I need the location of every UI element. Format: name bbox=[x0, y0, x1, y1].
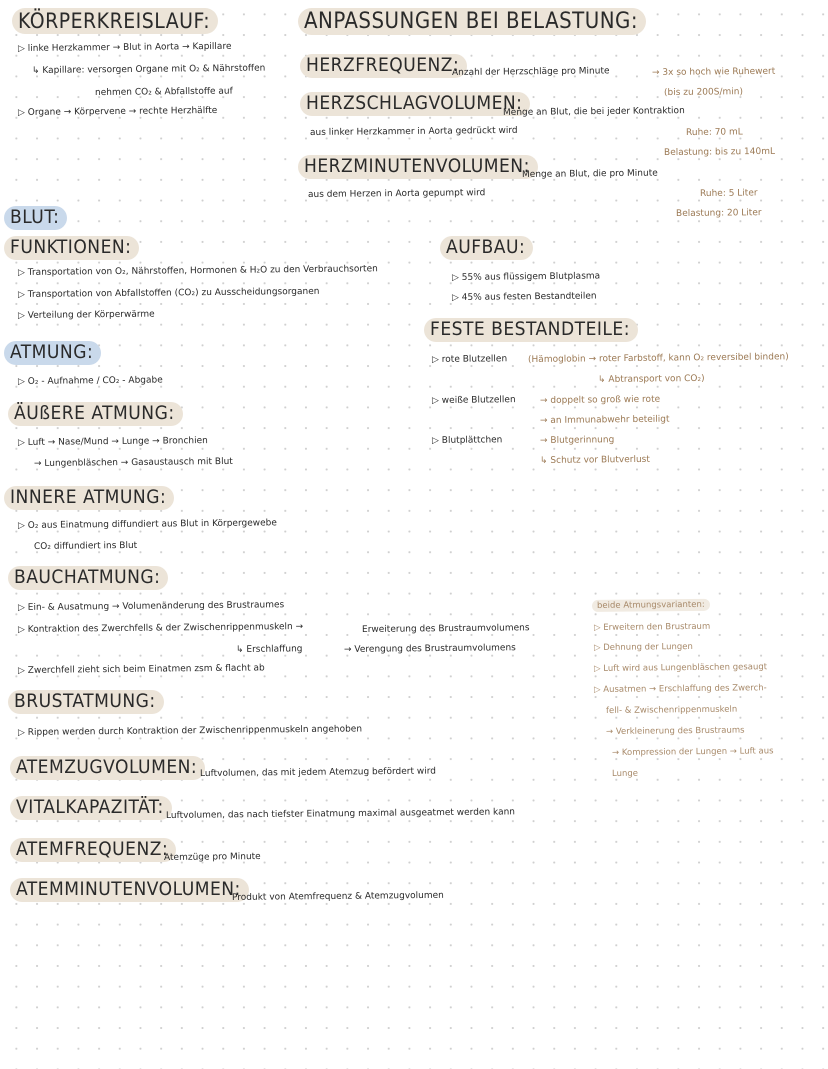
herzfrequenz-note-2: (bis zu 200S/min) bbox=[663, 87, 744, 98]
atemfrequenz-definition: Atemzüge pro Minute bbox=[163, 851, 261, 863]
beide-line-5: fell- & Zwischenrippenmuskeln bbox=[605, 704, 738, 716]
heading-innere-atmung: INNERE ATMUNG: bbox=[4, 486, 174, 510]
heading-atemminutenvolumen: ATEMMINUTENVOLUMEN: bbox=[10, 878, 249, 902]
herzschlagvolumen-note-1: Ruhe: 70 mL bbox=[685, 127, 743, 138]
herzfrequenz-note-1: → 3x so hoch wie Ruhewert bbox=[651, 66, 776, 78]
weisse-blutzellen-note-1: → doppelt so groß wie rote bbox=[539, 394, 661, 406]
heading-herzschlagvolumen: HERZSCHLAGVOLUMEN: bbox=[300, 92, 530, 116]
beide-line-7: → Kompression der Lungen → Luft aus bbox=[611, 746, 774, 758]
atmung-definition: ▷ O₂ - Aufnahme / CO₂ - Abgabe bbox=[17, 375, 163, 387]
beide-line-8: Lunge bbox=[611, 768, 639, 779]
rote-blutzellen: ▷ rote Blutzellen bbox=[431, 354, 508, 365]
aufbau-1: ▷ 55% aus flüssigem Blutplasma bbox=[451, 271, 601, 283]
heading-brustatmung: BRUSTATMUNG: bbox=[8, 690, 164, 714]
heading-anpassungen: ANPASSUNGEN BEI BELASTUNG: bbox=[298, 8, 646, 35]
rote-blutzellen-note-2: ↳ Abtransport von CO₂) bbox=[597, 373, 705, 385]
heading-atmung: ATMUNG: bbox=[4, 341, 101, 365]
kreislauf-line-4: ▷ Organe → Körpervene → rechte Herzhälfte bbox=[17, 105, 218, 118]
innere-atmung-1: ▷ O₂ aus Einatmung diffundiert aus Blut in Körpergewebe bbox=[17, 518, 277, 531]
rote-blutzellen-note-1: (Hämoglobin → roter Farbstoff, kann O₂ reversibel binden) bbox=[527, 352, 789, 365]
beide-line-6: → Verkleinerung des Brustraums bbox=[605, 725, 745, 737]
weisse-blutzellen: ▷ weiße Blutzellen bbox=[431, 395, 516, 406]
funktion-1: ▷ Transportation von O₂, Nährstoffen, Hormonen & H₂O zu den Verbrauchsorten bbox=[17, 264, 378, 278]
bauchatmung-3a: ↳ Erschlaffung bbox=[235, 644, 303, 655]
heading-herzfrequenz: HERZFREQUENZ: bbox=[300, 54, 467, 78]
herzschlagvolumen-note-2: Belastung: bis zu 140mL bbox=[663, 146, 776, 158]
heading-atemzugvolumen: ATEMZUGVOLUMEN: bbox=[10, 756, 205, 780]
heading-atemfrequenz: ATEMFREQUENZ: bbox=[10, 838, 176, 862]
heading-aeussere-atmung: ÄUßERE ATMUNG: bbox=[8, 402, 183, 426]
bauchatmung-1: ▷ Ein- & Ausatmung → Volumenänderung des Brustraumes bbox=[17, 600, 285, 613]
innere-atmung-2: CO₂ diffundiert ins Blut bbox=[33, 540, 138, 552]
atemminutenvolumen-definition: Produkt von Atemfrequenz & Atemzugvolumen bbox=[231, 890, 444, 903]
beide-line-4: ▷ Ausatmen → Erschlaffung des Zwerch- bbox=[593, 683, 767, 695]
herzfrequenz-definition: Anzahl der Herzschläge pro Minute bbox=[451, 66, 610, 78]
herzminutenvolumen-note-1: Ruhe: 5 Liter bbox=[699, 188, 758, 199]
herzminutenvolumen-definition-1: Menge an Blut, die pro Minute bbox=[521, 168, 658, 180]
blutplaettchen-note-1: → Blutgerinnung bbox=[539, 435, 615, 446]
funktion-3: ▷ Verteilung der Körperwärme bbox=[17, 309, 155, 321]
bauchatmung-2a: ▷ Kontraktion des Zwerchfells & der Zwischenrippenmuskeln → bbox=[17, 622, 304, 635]
heading-herzminutenvolumen: HERZMINUTENVOLUMEN: bbox=[298, 155, 538, 179]
herzminutenvolumen-note-2: Belastung: 20 Liter bbox=[675, 208, 762, 219]
beide-line-3: ▷ Luft wird aus Lungenbläschen gesaugt bbox=[593, 662, 768, 674]
aeussere-atmung-2: → Lungenbläschen → Gasaustausch mit Blut bbox=[33, 456, 233, 469]
heading-funktionen: FUNKTIONEN: bbox=[4, 236, 139, 260]
blutplaettchen: ▷ Blutplättchen bbox=[431, 435, 503, 446]
heading-blut: BLUT: bbox=[4, 206, 67, 230]
beide-line-2: ▷ Dehnung der Lungen bbox=[593, 641, 693, 653]
herzschlagvolumen-definition-1: Menge an Blut, die bei jeder Kontraktion bbox=[502, 106, 685, 118]
brustatmung-1: ▷ Rippen werden durch Kontraktion der Zwischenrippenmuskeln angehoben bbox=[17, 724, 363, 738]
bauchatmung-3b: → Verengung des Brustraumvolumens bbox=[343, 643, 516, 655]
heading-koerperkreislauf: KÖRPERKREISLAUF: bbox=[12, 8, 218, 34]
bauchatmung-4: ▷ Zwerchfell zieht sich beim Einatmen zsm & flacht ab bbox=[17, 663, 265, 676]
heading-bauchatmung: BAUCHATMUNG: bbox=[8, 566, 168, 590]
beide-atmungsvarianten-title: beide Atmungsvarianten: bbox=[592, 599, 710, 612]
funktion-2: ▷ Transportation von Abfallstoffen (CO₂) zu Ausscheidungsorganen bbox=[17, 286, 320, 300]
herzschlagvolumen-definition-2: aus linker Herzkammer in Aorta gedrückt wird bbox=[309, 125, 518, 138]
beide-line-1: ▷ Erweitern den Brustraum bbox=[593, 621, 711, 633]
heading-vitalkapazitaet: VITALKAPAZITÄT: bbox=[10, 796, 172, 820]
kreislauf-line-2: ↳ Kapillare: versorgen Organe mit O₂ & Nährstoffen bbox=[31, 63, 266, 76]
blutplaettchen-note-2: ↳ Schutz vor Blutverlust bbox=[539, 454, 650, 466]
herzminutenvolumen-definition-2: aus dem Herzen in Aorta gepumpt wird bbox=[307, 188, 486, 200]
heading-aufbau: AUFBAU: bbox=[440, 236, 533, 260]
kreislauf-line-3: nehmen CO₂ & Abfallstoffe auf bbox=[94, 86, 233, 98]
atemzugvolumen-definition: Luftvolumen, das mit jedem Atemzug befördert wird bbox=[199, 766, 437, 779]
aufbau-2: ▷ 45% aus festen Bestandteilen bbox=[451, 291, 597, 303]
weisse-blutzellen-note-2: → an Immunabwehr beteiligt bbox=[539, 414, 670, 426]
vitalkapazitaet-definition: Luftvolumen, das nach tiefster Einatmung maximal ausgeatmet werden kann bbox=[165, 807, 516, 821]
kreislauf-line-1: ▷ linke Herzkammer → Blut in Aorta → Kapillare bbox=[17, 41, 232, 54]
aeussere-atmung-1: ▷ Luft → Nase/Mund → Lunge → Bronchien bbox=[17, 436, 208, 448]
bauchatmung-2b: Erweiterung des Brustraumvolumens bbox=[361, 623, 530, 635]
heading-feste-bestandteile: FESTE BESTANDTEILE: bbox=[424, 318, 638, 342]
